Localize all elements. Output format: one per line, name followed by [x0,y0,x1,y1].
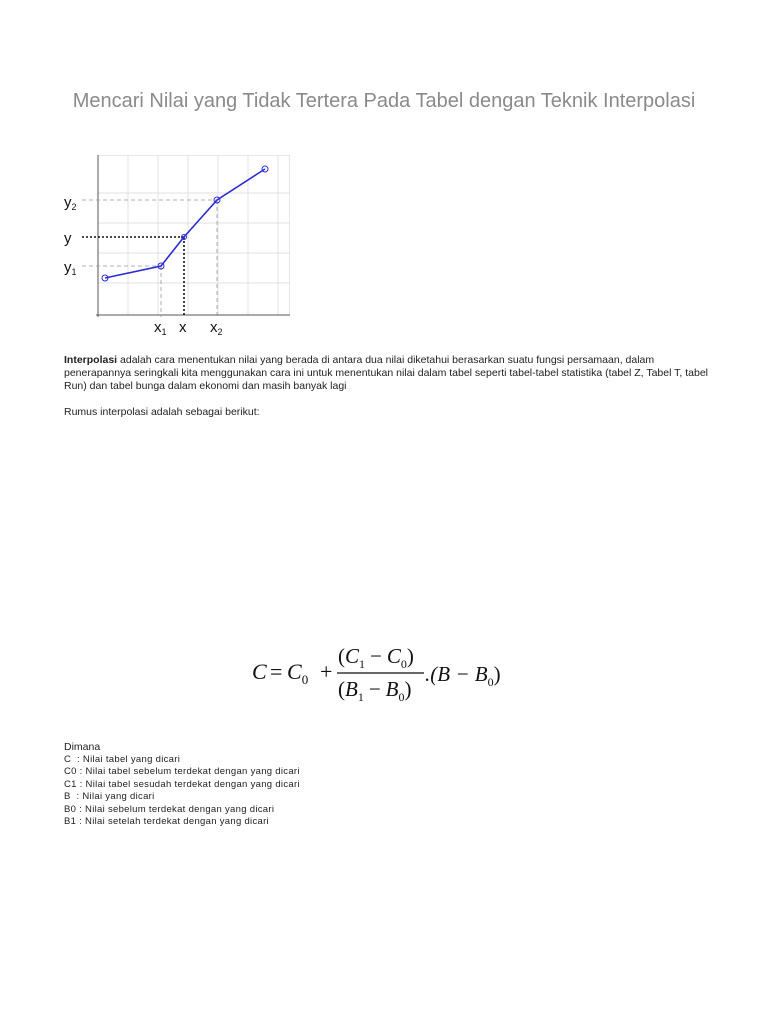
definition-item: B : Nilai yang dicari [64,791,155,803]
definition-item: C1 : Nilai tabel sesudah terdekat dengan yang dicari [64,778,300,790]
interpolation-graph [60,155,290,340]
formula-graphic [248,640,528,704]
definition-item: C0 : Nilai tabel sebelum terdekat dengan yang dicari [64,766,300,778]
definitions-list [64,754,300,828]
svg-text:(B1−B0): $(B_1 - B_0)$ [338,677,412,704]
definition-item: C : Nilai tabel yang dicari [64,754,181,765]
definition-item: B0 : Nilai sebelum terdekat dengan yang dicari [64,803,275,815]
page-title: Mencari Nilai yang Tidak Tertera Pada Tabel dengan Teknik Interpolasi [72,90,696,112]
paragraph-text: adalah cara menentukan nilai yang berada di antara dua nilai diketahui berasarkan suatu fungsi persamaan, dalam penerapannya seringkali kita menggunakan cara ini untuk menentukan nilai dalam tabel seperti tabel-tabel statistika (tabel Z, Tabel T, tabel Run) dan tabel bunga dalam ekonomi dan masih banyak lagi [64,354,709,392]
term-interpolasi: Interpolasi [64,354,118,366]
interpolation-formula [248,640,528,704]
y-label: y [64,230,72,247]
svg-text:.(B − B0): $.(B - B_0)$ [425,662,501,689]
dimana-heading: Dimana [64,741,101,753]
x1-label: $x_1$ [154,319,167,337]
graph-frame [98,155,290,315]
svg-text:C: C [252,659,267,684]
svg-text:C0: $C_0$ [287,659,309,687]
x2-label: $x_2$ [210,319,223,337]
interpolation-paragraph [64,354,714,393]
y1-label: $y_1$ [64,259,77,277]
y2-label: $y_2$ [64,194,77,212]
interpolation-figure [60,155,290,340]
svg-text:+: + [320,659,333,684]
definition-item: B1 : Nilai setelah terdekat dengan yang dicari [64,816,269,828]
svg-text:(C1−C0): $(C_1 - C_0)$ [338,644,414,671]
svg-text:=: = [270,659,283,684]
formula-intro: Rumus interpolasi adalah sebagai berikut: [64,406,260,418]
x-label: x [179,319,187,336]
